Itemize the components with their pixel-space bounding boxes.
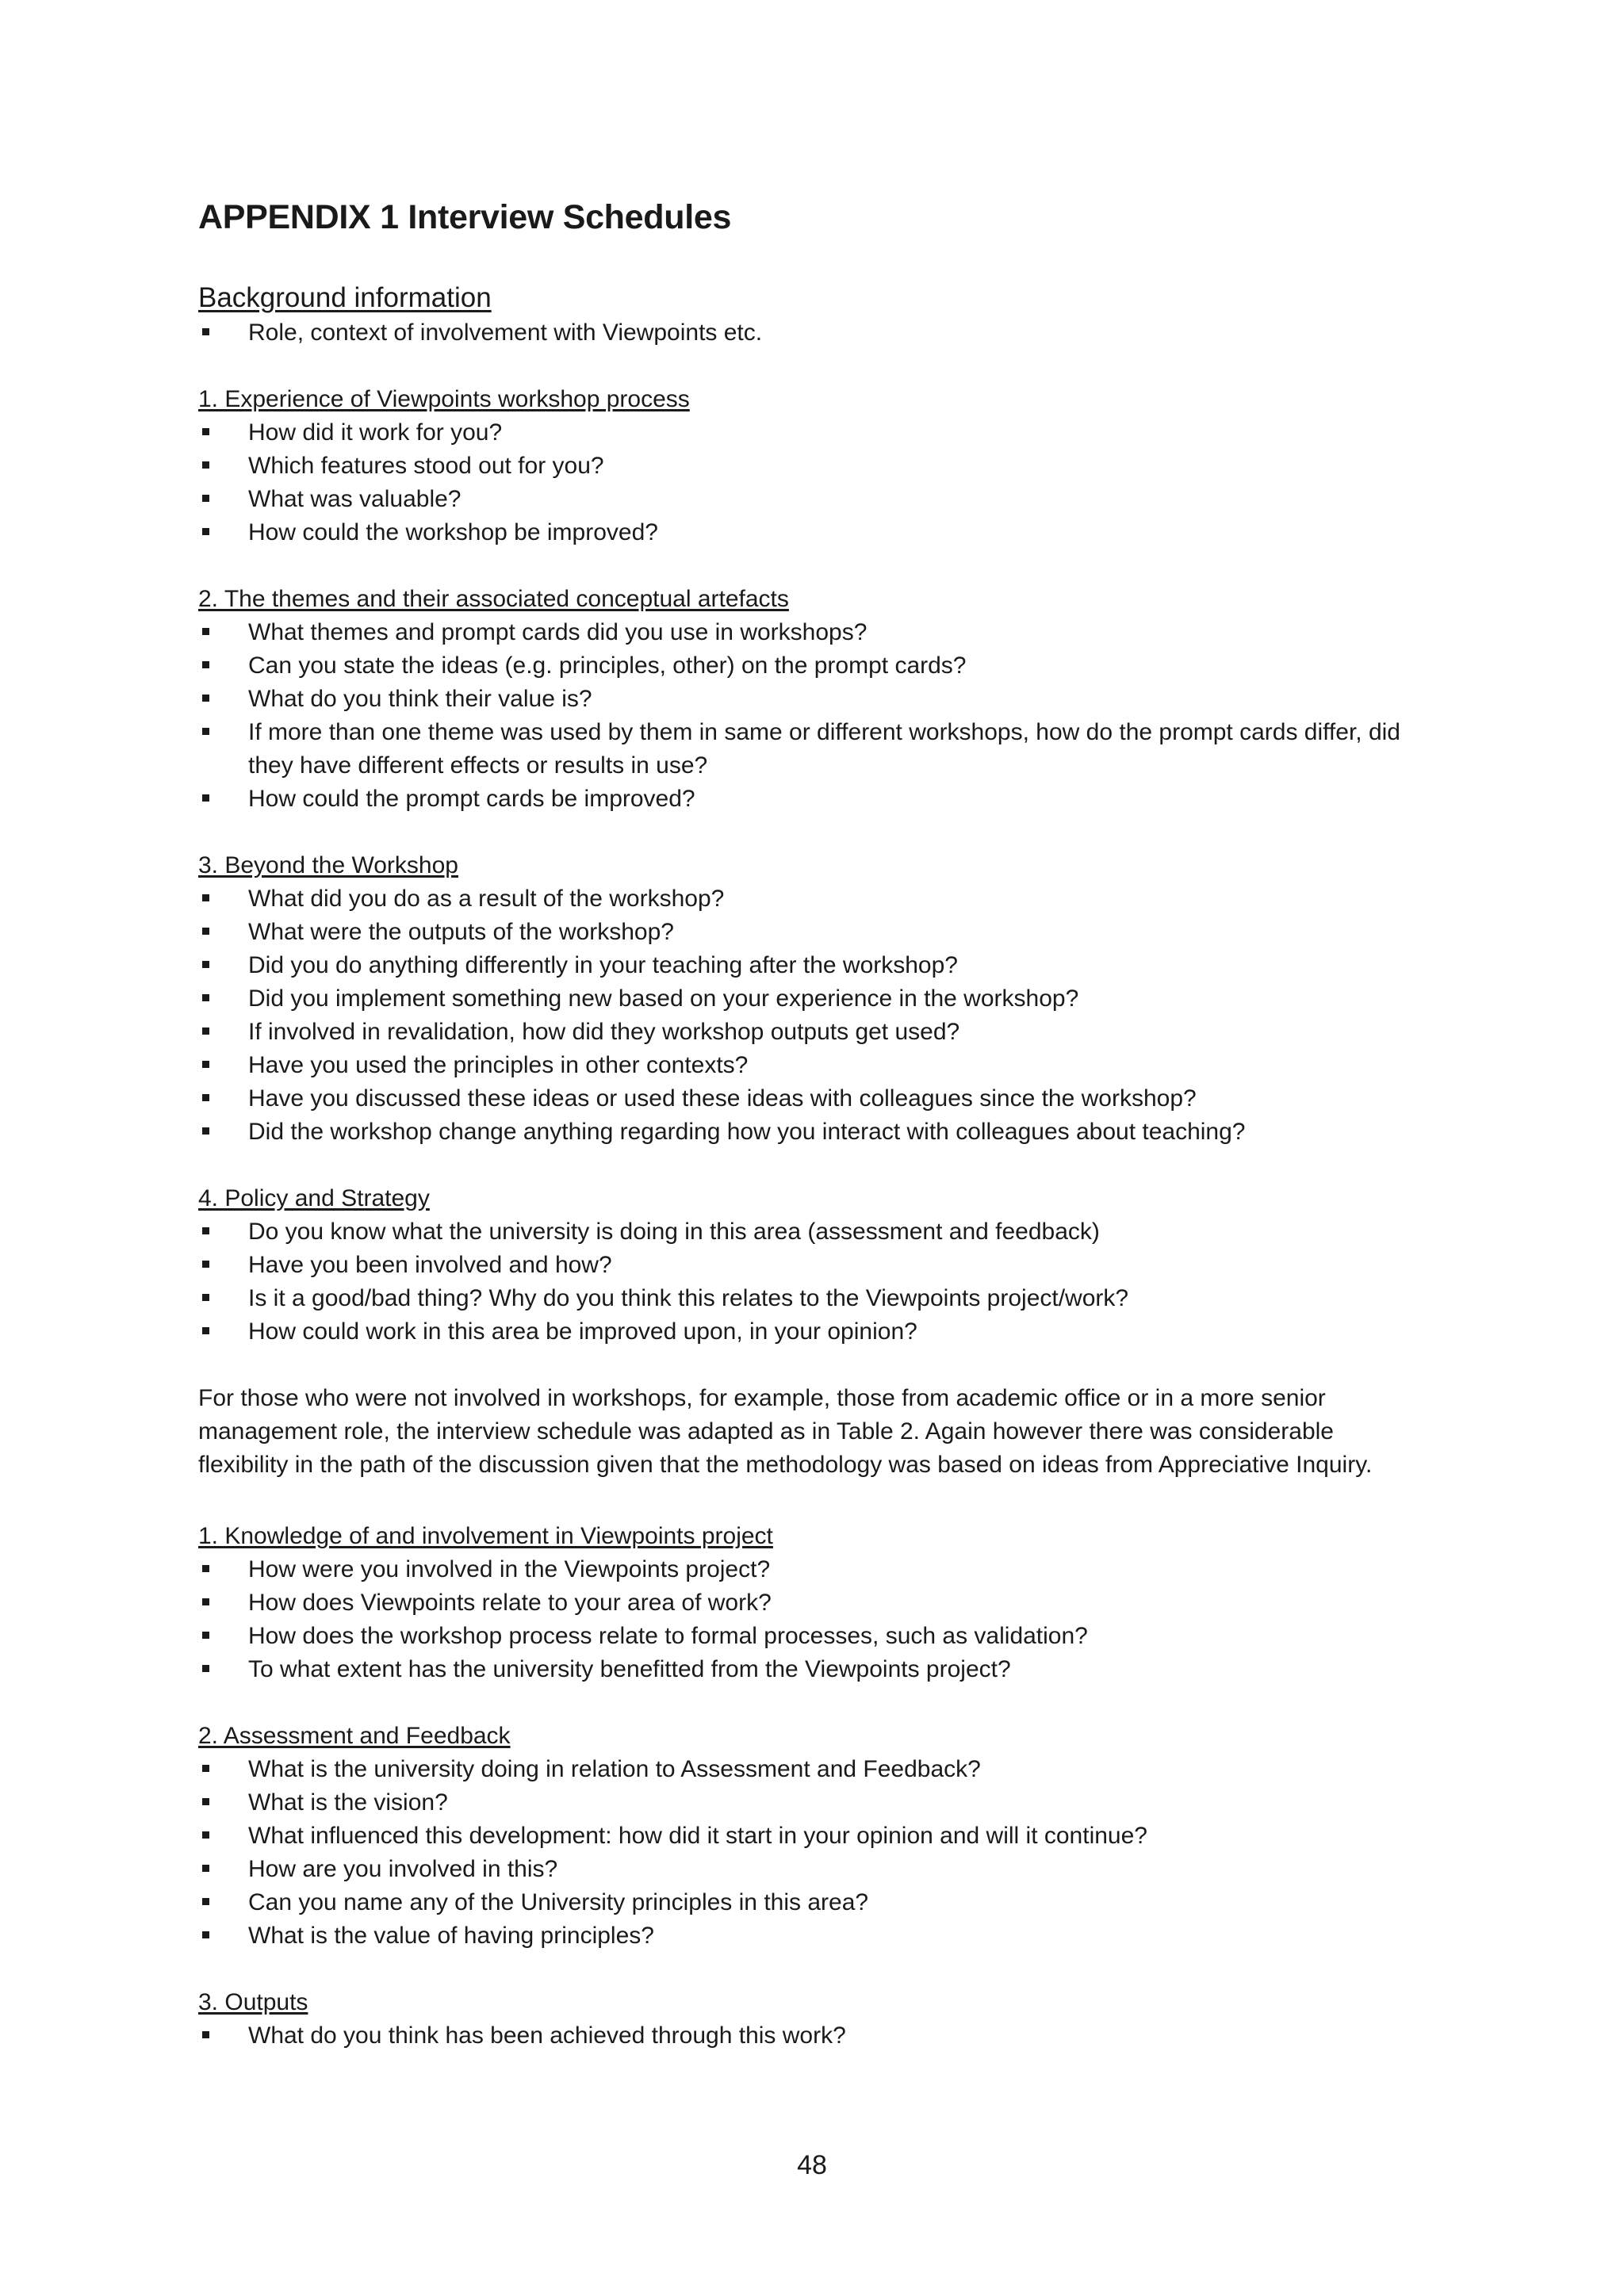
list-item	[198, 1553, 1419, 1586]
section-heading: 3. Beyond the Workshop	[198, 852, 458, 878]
list-item	[198, 1786, 1419, 1820]
square-bullet-icon	[202, 461, 209, 469]
list-item	[198, 450, 1419, 483]
question-text: How does the workshop process relate to formal processes, such as validation?	[248, 1623, 1088, 1649]
question-text: What do you think their value is?	[248, 686, 592, 712]
list-item	[198, 982, 1419, 1016]
list-item	[198, 1620, 1419, 1653]
interview-section	[198, 1182, 1419, 1349]
section-heading: 1. Experience of Viewpoints workshop process	[198, 386, 690, 412]
list-item	[198, 1049, 1419, 1082]
square-bullet-icon	[202, 1798, 209, 1805]
question-text: What influenced this development: how did it start in your opinion and will it continue?	[248, 1823, 1147, 1849]
list-item	[198, 1282, 1419, 1315]
question-text: What were the outputs of the workshop?	[248, 919, 674, 945]
square-bullet-icon	[202, 1632, 209, 1639]
question-list	[198, 2019, 1419, 2053]
list-item	[198, 416, 1419, 450]
list-item	[198, 2019, 1419, 2053]
question-text: Have you used the principles in other contexts?	[248, 1052, 749, 1078]
list-item	[198, 1820, 1419, 1853]
question-text: If more than one theme was used by them in same or different workshops, how do the prompt cards differ, did they have different effects or results in use?	[248, 719, 1400, 779]
background-section	[198, 280, 1419, 350]
list-item	[198, 783, 1419, 816]
question-text: Do you know what the university is doing in this area (assessment and feedback)	[248, 1219, 1100, 1245]
list-item: Role, context of involvement with Viewpoints etc.	[198, 316, 1419, 350]
list-item	[198, 716, 1419, 783]
background-list	[198, 316, 1419, 350]
square-bullet-icon	[202, 1865, 209, 1872]
list-item	[198, 1753, 1419, 1786]
list-item	[198, 949, 1419, 982]
list-item	[198, 649, 1419, 683]
section-heading: 2. Assessment and Feedback	[198, 1723, 511, 1749]
interview-section	[198, 1986, 1419, 2053]
list-item	[198, 683, 1419, 716]
section-heading: 2. The themes and their associated conceptual artefacts	[198, 586, 789, 612]
square-bullet-icon	[202, 661, 209, 668]
list-item	[198, 616, 1419, 649]
question-text: How could work in this area be improved upon, in your opinion?	[248, 1318, 917, 1345]
question-text: How could the workshop be improved?	[248, 519, 658, 545]
list-item	[198, 916, 1419, 949]
list-item	[198, 1215, 1419, 1249]
square-bullet-icon	[202, 1027, 209, 1035]
square-bullet-icon	[202, 1127, 209, 1135]
square-bullet-icon	[202, 1831, 209, 1839]
question-list	[198, 616, 1419, 816]
list-item	[198, 1586, 1419, 1620]
square-bullet-icon	[202, 1294, 209, 1301]
question-text: If involved in revalidation, how did they workshop outputs get used?	[248, 1019, 960, 1045]
question-text: What themes and prompt cards did you use in workshops?	[248, 619, 868, 645]
question-text: How are you involved in this?	[248, 1856, 558, 1882]
question-list	[198, 416, 1419, 549]
square-bullet-icon	[202, 1227, 209, 1234]
square-bullet-icon	[202, 495, 209, 502]
question-text: What is the value of having principles?	[248, 1923, 654, 1949]
question-text: How does Viewpoints relate to your area of work?	[248, 1590, 772, 1616]
list-item	[198, 1115, 1419, 1149]
square-bullet-icon	[202, 1765, 209, 1772]
list-item	[198, 1886, 1419, 1919]
list-item	[198, 1082, 1419, 1115]
list-item	[198, 483, 1419, 516]
interview-section	[198, 1520, 1419, 1686]
square-bullet-icon	[202, 928, 209, 935]
workshop-interview-sections	[198, 383, 1419, 1349]
square-bullet-icon	[202, 1565, 209, 1572]
question-text: What do you think has been achieved through this work?	[248, 2022, 846, 2049]
question-list	[198, 1753, 1419, 1953]
square-bullet-icon	[202, 1094, 209, 1101]
square-bullet-icon	[202, 428, 209, 435]
non-workshop-interview-sections	[198, 1520, 1419, 2053]
list-item	[198, 1016, 1419, 1049]
section-heading: 1. Knowledge of and involvement in Viewpoints project	[198, 1523, 773, 1549]
square-bullet-icon	[202, 894, 209, 901]
list-item	[198, 1315, 1419, 1349]
square-bullet-icon	[202, 794, 209, 802]
square-bullet-icon	[202, 1598, 209, 1605]
square-bullet-icon	[202, 628, 209, 635]
square-bullet-icon	[202, 1061, 209, 1068]
document-page	[198, 198, 1419, 2086]
interview-section	[198, 1720, 1419, 1953]
section-heading: 3. Outputs	[198, 1989, 308, 2015]
square-bullet-icon	[202, 1261, 209, 1268]
square-bullet-icon	[202, 1898, 209, 1905]
square-bullet-icon	[202, 528, 209, 535]
square-bullet-icon	[202, 1931, 209, 1938]
square-bullet-icon	[202, 1327, 209, 1334]
question-text: How could the prompt cards be improved?	[248, 786, 695, 812]
question-text: How were you involved in the Viewpoints project?	[248, 1556, 771, 1582]
interview-section	[198, 583, 1419, 816]
question-text: Can you state the ideas (e.g. principles, other) on the prompt cards?	[248, 652, 967, 679]
list-item	[198, 882, 1419, 916]
question-list	[198, 1215, 1419, 1349]
question-text: Did you implement something new based on your experience in the workshop?	[248, 985, 1079, 1012]
question-text: What is the vision?	[248, 1789, 448, 1816]
question-text: Have you been involved and how?	[248, 1252, 612, 1278]
section-heading: 4. Policy and Strategy	[198, 1185, 430, 1211]
square-bullet-icon	[202, 728, 209, 735]
question-text: Did the workshop change anything regarding how you interact with colleagues about teaching?	[248, 1119, 1246, 1145]
square-bullet-icon	[202, 328, 209, 335]
question-text: Is it a good/bad thing? Why do you think this relates to the Viewpoints project/work?	[248, 1285, 1129, 1311]
interview-section	[198, 383, 1419, 549]
square-bullet-icon	[202, 1665, 209, 1672]
square-bullet-icon	[202, 695, 209, 702]
question-text: How did it work for you?	[248, 419, 503, 446]
background-heading: Background information	[198, 282, 492, 313]
question-text: What is the university doing in relation to Assessment and Feedback?	[248, 1756, 981, 1782]
question-text: Can you name any of the University principles in this area?	[248, 1889, 869, 1915]
question-list	[198, 882, 1419, 1149]
explanatory-paragraph: For those who were not involved in workshops, for example, those from academic office or in a more senior management role, the interview schedule was adapted as in Table 2. Again however there was considerable flexibility in the path of the discussion given that the methodology was based on ideas from Appreciative Inquiry.	[198, 1385, 1373, 1478]
square-bullet-icon	[202, 961, 209, 968]
question-text: What did you do as a result of the workshop?	[248, 886, 725, 912]
question-text: What was valuable?	[248, 486, 462, 512]
list-item	[198, 1653, 1419, 1686]
square-bullet-icon	[202, 2031, 209, 2038]
question-text: Have you discussed these ideas or used these ideas with colleagues since the workshop?	[248, 1085, 1197, 1112]
list-item	[198, 1853, 1419, 1886]
square-bullet-icon	[202, 994, 209, 1001]
page-number: 48	[797, 2150, 827, 2180]
question-text: Which features stood out for you?	[248, 453, 604, 479]
question-text: Did you do anything differently in your teaching after the workshop?	[248, 952, 958, 978]
question-list	[198, 1553, 1419, 1686]
list-item	[198, 516, 1419, 549]
appendix-title: APPENDIX 1 Interview Schedules	[198, 198, 732, 236]
interview-section	[198, 849, 1419, 1149]
list-item	[198, 1249, 1419, 1282]
list-item	[198, 1919, 1419, 1953]
question-text: To what extent has the university benefitted from the Viewpoints project?	[248, 1656, 1011, 1682]
